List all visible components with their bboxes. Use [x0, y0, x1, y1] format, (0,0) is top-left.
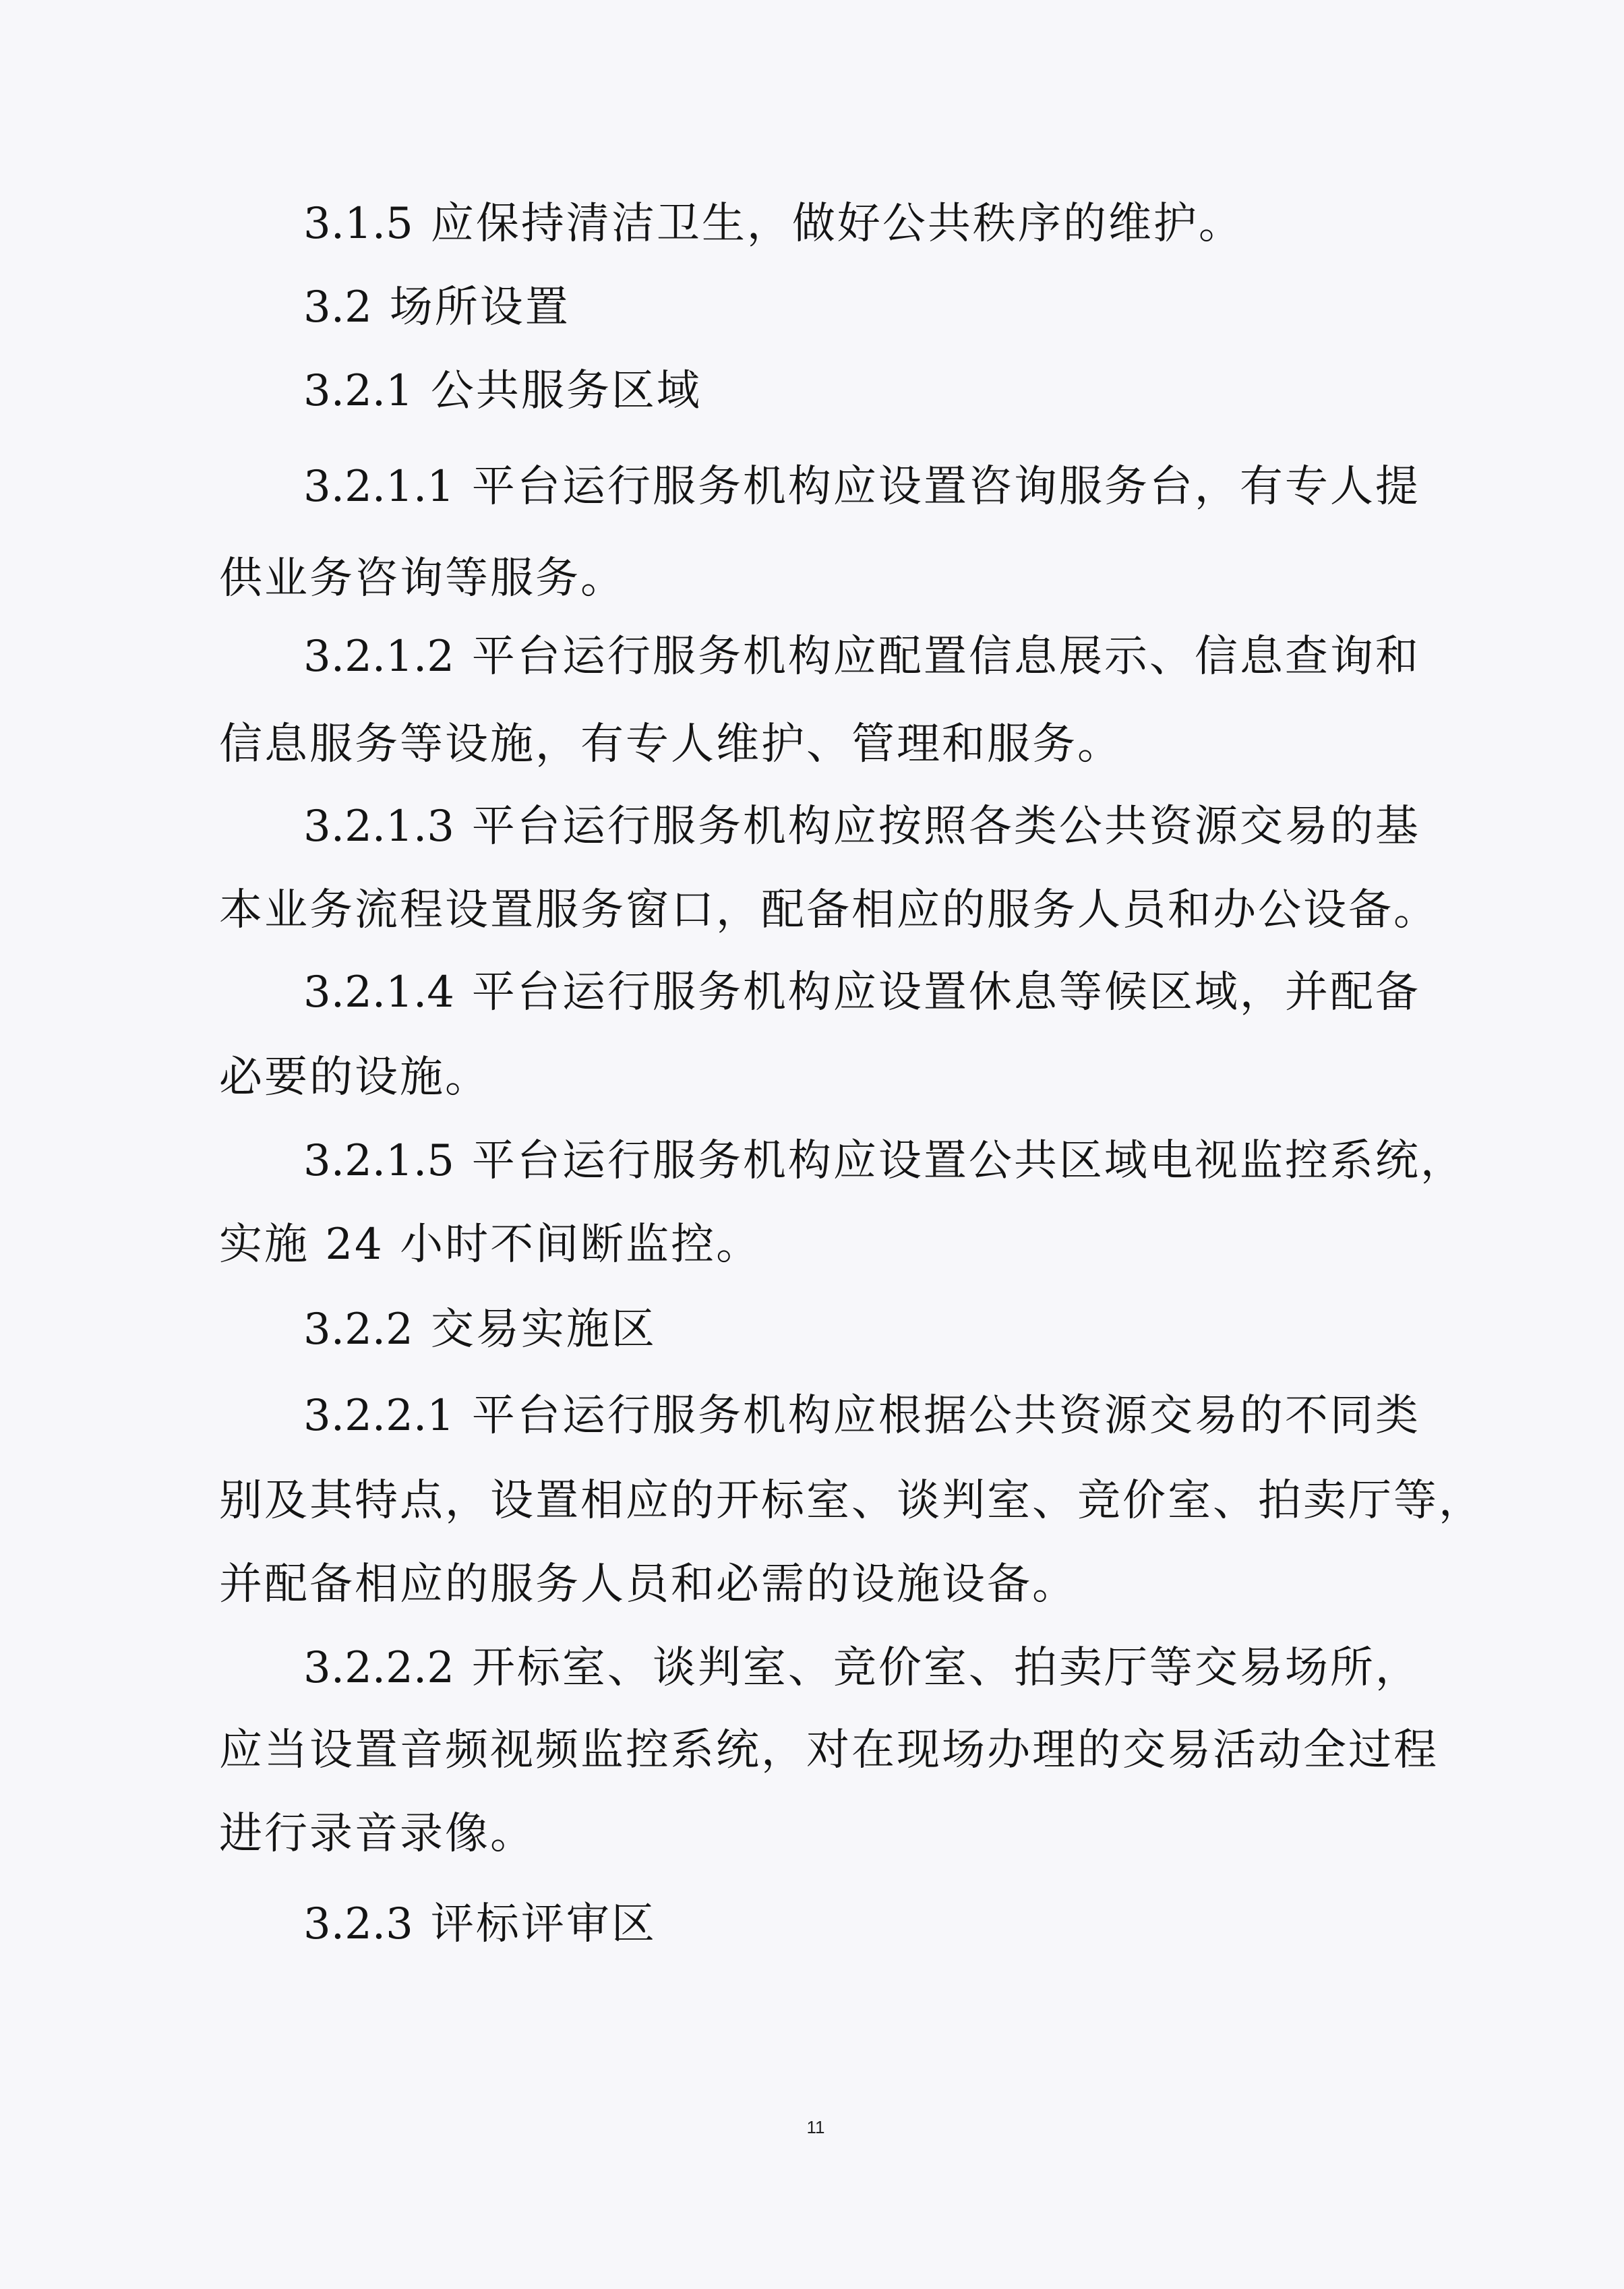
section-number: 3.2.1 [303, 366, 413, 416]
section-number: 3.2.1.2 [303, 632, 454, 682]
line-8 [303, 800, 1420, 854]
line-17 [219, 1557, 1077, 1611]
line-text: 平台运行服务机构应设置咨询服务台，有专人提 [471, 462, 1420, 512]
line-text: 应保持清洁卫生，做好公共秩序的维护。 [430, 199, 1244, 249]
line-14 [303, 1303, 657, 1357]
section-number: 3.2.2.2 [303, 1643, 454, 1693]
line-text: 平台运行服务机构应根据公共资源交易的不同类 [471, 1391, 1420, 1441]
line-text: 必要的设施。 [219, 1052, 490, 1102]
line-15 [303, 1389, 1420, 1443]
line-text: 实施 24 小时不间断监控。 [219, 1220, 762, 1270]
line-text: 供业务咨询等服务。 [219, 554, 626, 603]
line-6 [303, 630, 1420, 684]
section-number: 3.2.1.5 [303, 1136, 454, 1186]
section-number: 3.1.5 [303, 199, 413, 249]
line-12 [303, 1134, 1466, 1188]
line-text: 别及其特点，设置相应的开标室、谈判室、竞价室、拍卖厅等， [219, 1476, 1484, 1526]
line-16 [219, 1474, 1484, 1528]
line-2 [303, 280, 570, 334]
line-4 [303, 460, 1420, 514]
line-text: 交易实施区 [430, 1305, 657, 1355]
line-18 [303, 1641, 1420, 1695]
line-text: 平台运行服务机构应按照各类公共资源交易的基 [471, 802, 1420, 852]
line-text: 信息服务等设施，有专人维护、管理和服务。 [219, 719, 1122, 769]
line-text: 平台运行服务机构应配置信息展示、信息查询和 [471, 632, 1420, 682]
section-number: 3.2.1.4 [303, 968, 454, 1017]
line-9 [219, 883, 1439, 937]
line-19 [219, 1723, 1439, 1777]
section-number: 3.2 [303, 283, 372, 332]
line-11 [219, 1050, 490, 1104]
section-number: 3.2.3 [303, 1899, 413, 1949]
line-text: 并配备相应的服务人员和必需的设施设备。 [219, 1559, 1077, 1609]
section-number: 3.2.2 [303, 1305, 413, 1355]
line-10 [303, 965, 1420, 1019]
page-number: 11 [806, 2117, 825, 2137]
line-text: 公共服务区域 [430, 366, 702, 416]
line-1 [303, 197, 1244, 251]
line-21 [303, 1897, 657, 1951]
line-text: 本业务流程设置服务窗口，配备相应的服务人员和办公设备。 [219, 885, 1439, 935]
line-text: 开标室、谈判室、竞价室、拍卖厅等交易场所， [471, 1643, 1420, 1693]
line-text: 应当设置音频视频监控系统，对在现场办理的交易活动全过程 [219, 1725, 1439, 1775]
section-number: 3.2.2.1 [303, 1391, 454, 1441]
section-number: 3.2.1.3 [303, 802, 454, 852]
section-number: 3.2.1.1 [303, 462, 454, 512]
line-text: 场所设置 [389, 283, 570, 332]
line-7 [219, 717, 1122, 771]
line-20 [219, 1807, 535, 1861]
line-text: 评标评审区 [430, 1899, 657, 1949]
line-text: 平台运行服务机构应设置公共区域电视监控系统， [471, 1136, 1466, 1186]
line-text: 平台运行服务机构应设置休息等候区域，并配备 [471, 968, 1420, 1017]
line-13 [219, 1218, 761, 1272]
line-5 [219, 552, 626, 605]
line-text: 进行录音录像。 [219, 1809, 535, 1859]
line-3 [303, 364, 702, 418]
